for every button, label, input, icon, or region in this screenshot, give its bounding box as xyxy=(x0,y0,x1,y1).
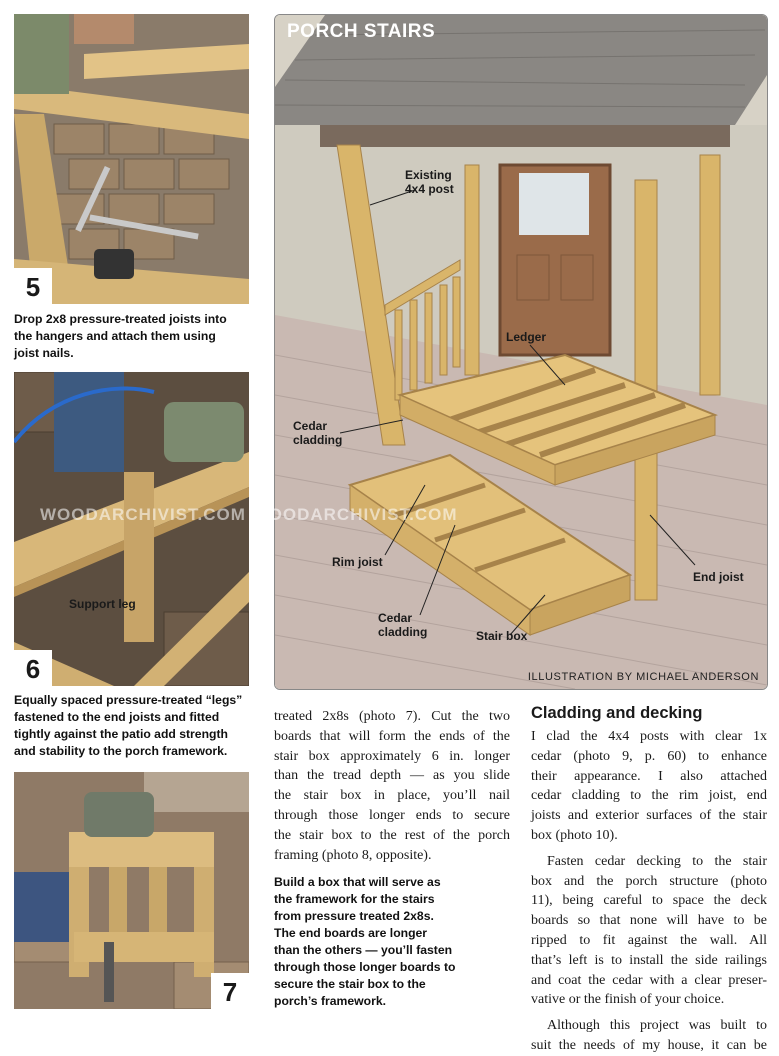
caption-line: fastened to the end joists and fitted xyxy=(14,710,220,724)
text-line: cedar cladding to the rim joist, end xyxy=(531,788,767,804)
label-cedar-cladding-lower: Cedar cladding xyxy=(378,611,428,639)
caption-line: Drop 2x8 pressure-treated joists into xyxy=(14,312,227,326)
text-line: Fasten cedar decking to the stair xyxy=(547,853,767,869)
section-heading: Cladding and decking xyxy=(531,704,703,722)
text-line: framing (photo 8, opposite). xyxy=(274,847,432,863)
caption-line: Equally spaced pressure-treated “legs” xyxy=(14,693,243,707)
text-line: ripped to fit against the wall. All xyxy=(531,932,767,948)
text-line: joists and exterior surfaces of the stair xyxy=(531,808,767,824)
caption-line: tightly against the patio add strength xyxy=(14,727,228,741)
text-line: their appearance. I also attached xyxy=(531,768,767,784)
text-line: suit the needs of my house, it can be xyxy=(531,1037,767,1053)
support-leg-label: Support leg xyxy=(69,597,136,611)
photo-number: 7 xyxy=(211,973,249,1009)
label-end-joist: End joist xyxy=(693,570,744,584)
caption-line: than the others — you’ll fasten xyxy=(274,943,453,957)
caption-line: the hangers and attach them using xyxy=(14,329,216,343)
label-existing-post: Existing 4x4 post xyxy=(405,168,454,196)
photo-5 xyxy=(14,14,249,304)
photo-number: 5 xyxy=(14,268,52,304)
photo-6-caption xyxy=(14,692,242,760)
text-line: I clad the 4x4 posts with clear 1x xyxy=(531,729,767,744)
illustration-title: PORCH STAIRS xyxy=(287,21,436,42)
photo-8-caption xyxy=(274,874,455,1010)
text-line: vative or the finish of your choice. xyxy=(531,992,725,1008)
text-line: treated 2x8s (photo 7). Cut the two xyxy=(274,709,510,724)
caption-line: and stability to the porch framework. xyxy=(14,744,228,758)
caption-line: through those longer boards to xyxy=(274,960,456,974)
caption-line: porch’s framework. xyxy=(274,994,386,1008)
photo-number: 6 xyxy=(14,650,52,686)
text-line: through those longer ends to secure xyxy=(274,807,510,823)
caption-line: secure the stair box to the xyxy=(274,977,426,991)
caption-line: the framework for the stairs xyxy=(274,892,435,906)
body-text-middle xyxy=(274,707,510,865)
label-stair-box: Stair box xyxy=(476,629,528,643)
watermark: WOODARCHIVIST.COM WOODARCHIVIST.COM xyxy=(40,505,458,524)
text-line: boards that will form the ends of the xyxy=(274,728,510,744)
text-line: boards so that none will have to be xyxy=(531,913,767,929)
photo-6 xyxy=(14,372,249,686)
illustration-credit: ILLUSTRATION BY MICHAEL ANDERSON xyxy=(527,671,759,683)
text-line: box and the porch structure (photo xyxy=(531,873,767,889)
label-cedar-cladding-upper: Cedar cladding xyxy=(293,419,343,447)
label-ledger: Ledger xyxy=(506,330,547,344)
caption-line: Build a box that will serve as xyxy=(274,875,441,889)
text-line: 11), being careful to space the deck xyxy=(531,893,767,909)
photo-7 xyxy=(14,772,249,1009)
text-line: the stair box to the rest of the porch xyxy=(274,827,510,843)
porch-stairs-illustration xyxy=(274,14,768,690)
text-line: that’s left is to install the side railings xyxy=(531,952,767,968)
text-line: stair box approximately 6 in. longer xyxy=(274,748,510,764)
text-line: cedar (photo 9, p. 60) to enhance xyxy=(531,748,767,764)
caption-line: joist nails. xyxy=(14,346,74,360)
text-line: and coat the cedar with a clear preser- xyxy=(531,972,767,988)
caption-line: from pressure treated 2x8s. xyxy=(274,909,434,923)
text-line: the stair box in place, you’ll nail xyxy=(274,788,510,804)
caption-line: The end boards are longer xyxy=(274,926,428,940)
text-line: than the tread depth — as you slide xyxy=(274,768,510,784)
text-line: box (photo 10). xyxy=(531,827,618,843)
photo-5-caption xyxy=(14,311,227,362)
body-text-right xyxy=(531,727,767,1056)
label-rim-joist: Rim joist xyxy=(332,555,383,569)
text-line: Although this project was built to xyxy=(547,1018,767,1034)
